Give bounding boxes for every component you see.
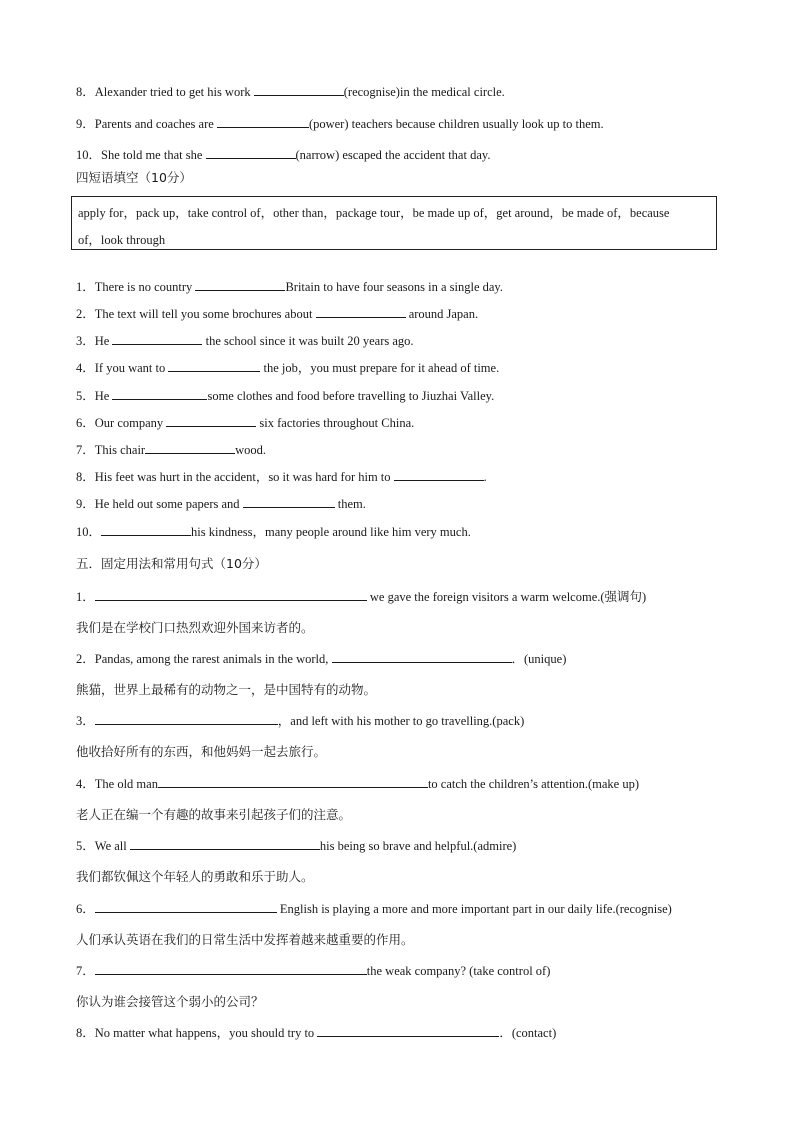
question-text: The old man — [94, 777, 158, 791]
answer-blank[interactable] — [158, 776, 428, 788]
question-number: 10． — [76, 525, 102, 539]
answer-blank[interactable] — [166, 415, 256, 427]
question-number: 8． — [76, 85, 95, 99]
question-text: We all — [94, 839, 130, 853]
chinese-translation: 熊猫，世界上最稀有的动物之一，是中国特有的动物。 — [76, 682, 377, 697]
question-number: 9． — [76, 497, 95, 511]
question-line — [76, 442, 266, 458]
word-bank — [71, 196, 717, 250]
answer-blank[interactable] — [206, 147, 296, 159]
question-line — [76, 84, 505, 100]
question-text: Parents and coaches are — [94, 117, 217, 131]
question-number: 10． — [76, 148, 102, 162]
question-line — [76, 279, 503, 295]
question-line — [76, 776, 639, 792]
question-text: He — [94, 389, 113, 403]
question-text: we gave the foreign visitors a warm welcome.(强调句) — [366, 590, 647, 604]
question-text: his being so brave and helpful.(admire) — [319, 839, 517, 853]
question-text: ．(unique) — [511, 652, 567, 666]
answer-blank[interactable] — [112, 388, 207, 400]
question-number: 8． — [76, 1026, 95, 1040]
question-line — [76, 901, 672, 917]
section-heading: 五．固定用法和常用句式（10分） — [76, 556, 267, 571]
answer-blank[interactable] — [145, 442, 235, 454]
question-number: 3． — [76, 334, 95, 348]
question-text: The text will tell you some brochures about — [94, 307, 316, 321]
chinese-translation: 他收拾好所有的东西，和他妈妈一起去旅行。 — [76, 744, 327, 759]
answer-blank[interactable] — [95, 901, 277, 913]
question-line — [76, 415, 414, 431]
answer-blank[interactable] — [317, 1025, 499, 1037]
question-line — [76, 589, 646, 605]
answer-blank[interactable] — [316, 306, 406, 318]
question-text: his kindness，many people around like him very much. — [191, 525, 471, 539]
question-text: to catch the children’s attention.(make up) — [427, 777, 639, 791]
chinese-translation: 你认为谁会接管这个弱小的公司？ — [76, 994, 264, 1009]
question-text: English is playing a more and more important part in our daily life.(recognise) — [276, 902, 672, 916]
question-text: If you want to — [94, 361, 169, 375]
question-text: them. — [334, 497, 366, 511]
question-line — [76, 469, 487, 485]
chinese-translation: 我们是在学校门口热烈欢迎外国来访者的。 — [76, 620, 314, 635]
question-text: (power) teachers because children usually look up to them. — [308, 117, 604, 131]
question-text: Alexander tried to get his work — [94, 85, 254, 99]
answer-blank[interactable] — [95, 713, 278, 725]
question-number: 3． — [76, 714, 95, 728]
question-text: some clothes and food before travelling to Jiuzhai Valley. — [207, 389, 495, 403]
chinese-translation: 老人正在编一个有趣的故事来引起孩子们的注意。 — [76, 807, 352, 822]
question-number: 6． — [76, 416, 95, 430]
answer-blank[interactable] — [195, 279, 285, 291]
answer-blank[interactable] — [112, 333, 202, 345]
question-text: . — [483, 470, 487, 484]
question-text: Britain to have four seasons in a single day. — [285, 280, 503, 294]
question-number: 4． — [76, 361, 95, 375]
question-text: His feet was hurt in the accident，so it was hard for him to — [94, 470, 394, 484]
question-number: 2． — [76, 307, 95, 321]
answer-blank[interactable] — [243, 496, 335, 508]
question-text: No matter what happens，you should try to — [94, 1026, 318, 1040]
question-text: around Japan. — [405, 307, 479, 321]
question-text: the job，you must prepare for it ahead of time. — [260, 361, 500, 375]
answer-blank[interactable] — [332, 651, 512, 663]
word-bank-line: apply for，pack up，take control of，other than，package tour，be made up of，get around，be made of，because — [78, 206, 670, 220]
question-text: (narrow) escaped the accident that day. — [295, 148, 491, 162]
question-number: 4． — [76, 777, 95, 791]
section-heading: 四短语填空（10分） — [76, 170, 192, 185]
question-text: There is no country — [94, 280, 196, 294]
question-text: the school since it was built 20 years ago. — [202, 334, 414, 348]
answer-blank[interactable] — [217, 116, 309, 128]
question-number: 2． — [76, 652, 95, 666]
question-text: ，and left with his mother to go travelling.(pack) — [277, 714, 525, 728]
question-number: 5． — [76, 839, 95, 853]
question-text: Pandas, among the rarest animals in the world, — [94, 652, 332, 666]
question-line — [76, 524, 471, 540]
question-number: 7． — [76, 964, 95, 978]
answer-blank[interactable] — [101, 524, 191, 536]
answer-blank[interactable] — [254, 84, 344, 96]
question-text: He — [94, 334, 113, 348]
question-number: 6． — [76, 902, 95, 916]
question-line — [76, 963, 550, 979]
word-bank-line: of，look through — [78, 233, 166, 247]
answer-blank[interactable] — [95, 589, 367, 601]
question-number: 9． — [76, 117, 95, 131]
answer-blank[interactable] — [394, 469, 484, 481]
question-line — [76, 1025, 556, 1041]
chinese-translation: 人们承认英语在我们的日常生活中发挥着越来越重要的作用。 — [76, 932, 414, 947]
answer-blank[interactable] — [130, 838, 320, 850]
question-number: 5． — [76, 389, 95, 403]
question-text: (recognise)in the medical circle. — [343, 85, 505, 99]
question-line — [76, 713, 524, 729]
question-number: 1． — [76, 280, 95, 294]
question-text: She told me that she — [101, 148, 206, 162]
question-line — [76, 306, 478, 322]
question-number: 7． — [76, 443, 95, 457]
question-line — [76, 651, 566, 667]
question-line — [76, 360, 499, 376]
question-line — [76, 838, 516, 854]
question-text: the weak company? (take control of) — [366, 964, 551, 978]
answer-blank[interactable] — [168, 360, 260, 372]
chinese-translation: 我们都钦佩这个年轻人的勇敢和乐于助人。 — [76, 869, 314, 884]
question-text: wood. — [235, 443, 267, 457]
question-text: This chair — [94, 443, 146, 457]
question-text: ．(contact) — [499, 1026, 557, 1040]
question-text: He held out some papers and — [94, 497, 243, 511]
question-text: six factories throughout China. — [256, 416, 415, 430]
question-line — [76, 496, 366, 512]
question-line — [76, 147, 490, 163]
question-number: 1． — [76, 590, 95, 604]
question-line — [76, 388, 494, 404]
question-line — [76, 333, 414, 349]
answer-blank[interactable] — [95, 963, 367, 975]
question-line — [76, 116, 604, 132]
question-text: Our company — [94, 416, 167, 430]
question-number: 8． — [76, 470, 95, 484]
